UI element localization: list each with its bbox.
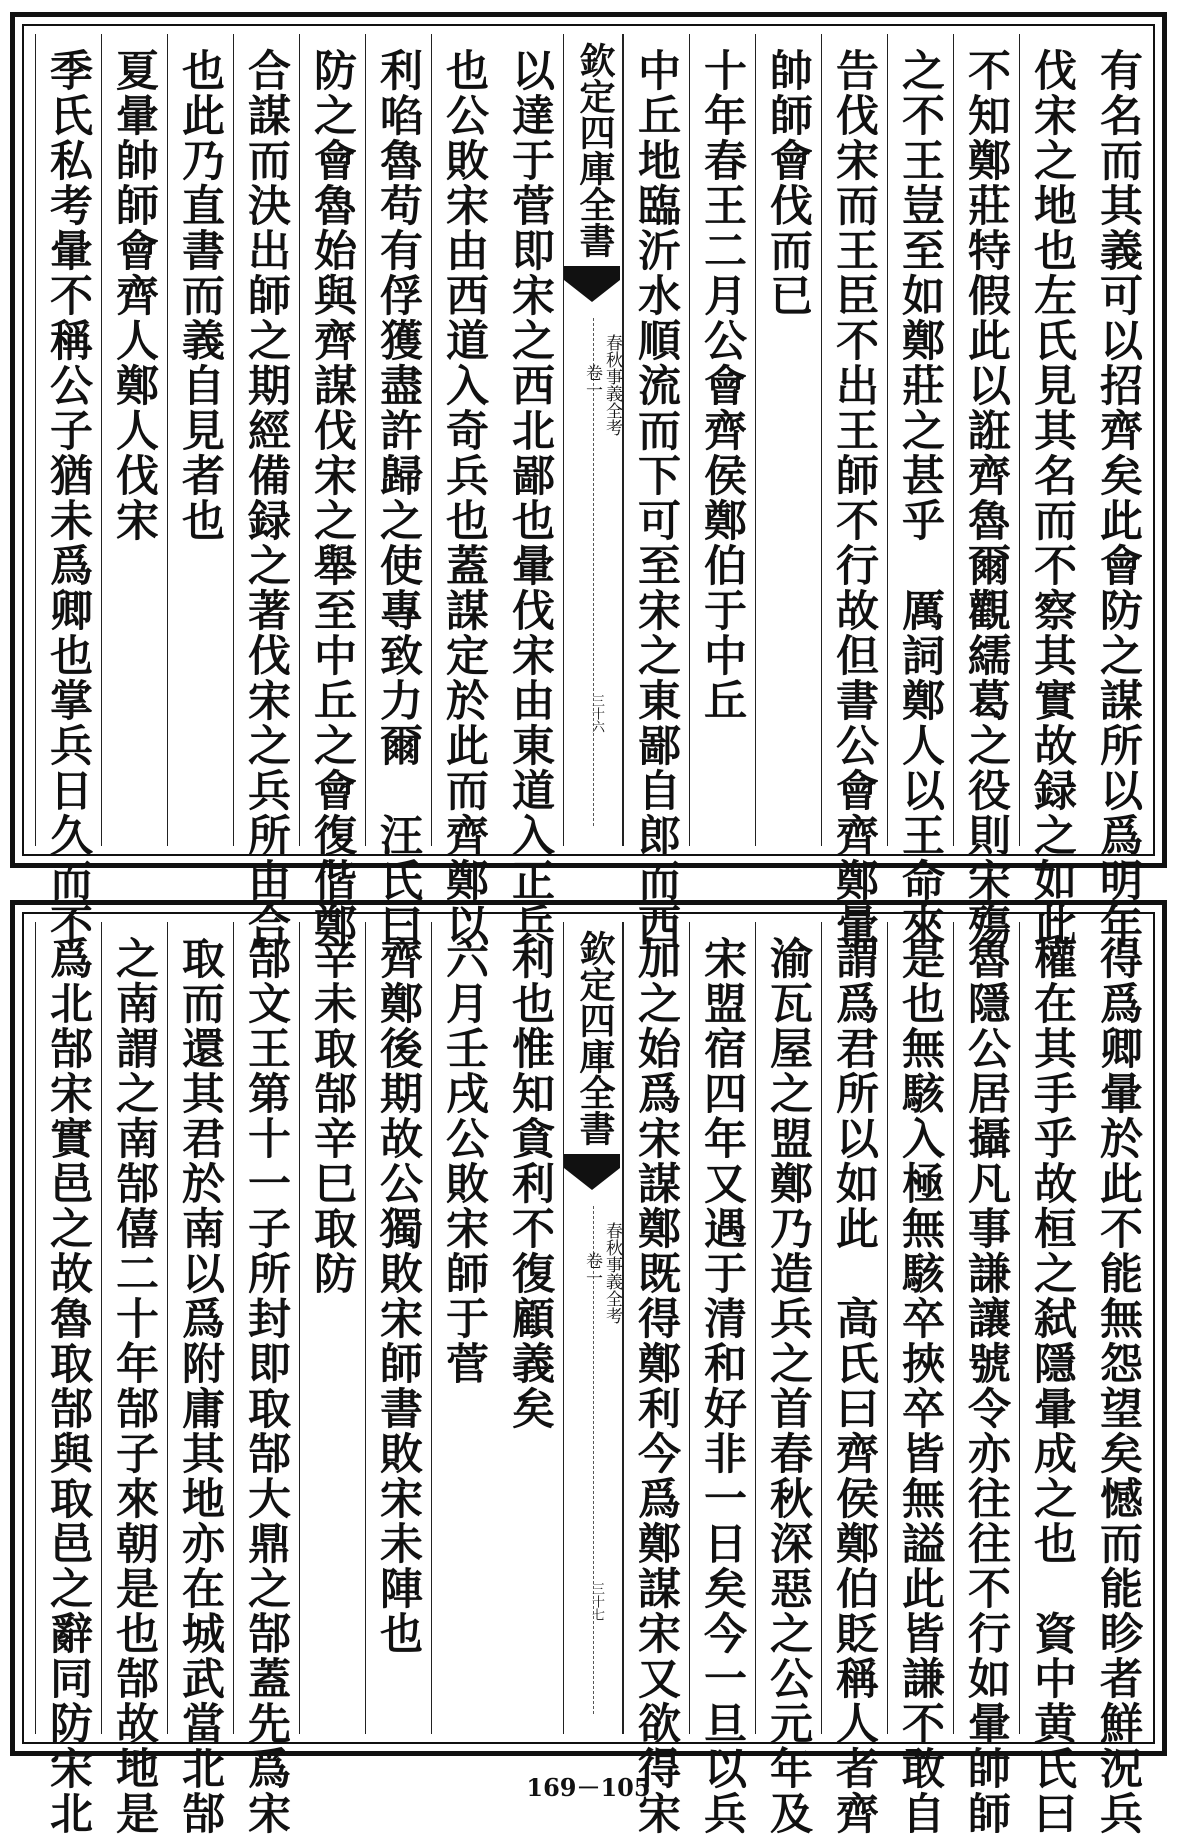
book-title: 欽定四庫全書 bbox=[574, 42, 616, 258]
text-column bbox=[821, 34, 887, 948]
text-column bbox=[1085, 34, 1151, 948]
column-text: 取而還其君於南以爲附庸其地亦在城武當北郜 bbox=[175, 936, 225, 1836]
text-column bbox=[755, 34, 821, 846]
page-number: 三十六 bbox=[589, 694, 604, 733]
column-text: 加之始爲宋謀鄭既得鄭利今爲鄭謀宋又欲得宋 bbox=[631, 936, 681, 1836]
column-text: 渝瓦屋之盟鄭乃造兵之首春秋深惡之公元年及 bbox=[763, 936, 813, 1836]
column-text: 謂爲君所以如此 高氏曰齊侯鄭伯貶稱人者齊 bbox=[829, 936, 879, 1836]
column-text: 齊鄭後期故公獨敗宋師書敗宋未陣也 bbox=[373, 936, 423, 1656]
column-text: 合謀而決出師之期經備録之著伐宋之兵所由合 bbox=[241, 48, 291, 948]
column-text: 之南謂之南郜僖二十年郜子來朝是也郜故地是 bbox=[109, 936, 159, 1836]
column-text: 六月壬戌公敗宋師于菅 bbox=[439, 936, 489, 1386]
column-text: 也此乃直書而義自見者也 bbox=[175, 48, 225, 543]
column-text: 以達于菅即宋之西北鄙也暈伐宋由東道入正兵 bbox=[505, 48, 555, 948]
book-subtitle: 春秋事義全考 bbox=[602, 334, 622, 436]
page-top bbox=[10, 12, 1167, 948]
text-column bbox=[887, 34, 953, 948]
column-text: 爲北郜宋實邑之故魯取郜與取邑之辭同防宋北 bbox=[43, 936, 93, 1836]
column-text: 不知鄭莊特假此以誑齊魯爾觀繻葛之役則宋殤 bbox=[961, 48, 1011, 948]
column-text: 帥師會伐而已 bbox=[763, 48, 813, 318]
column-text: 告伐宋而王臣不出王師不行故但書公會齊鄭暈 bbox=[829, 48, 879, 948]
text-column bbox=[689, 34, 755, 846]
text-column bbox=[167, 34, 233, 846]
column-text: 夏暈帥師會齊人鄭人伐宋 bbox=[109, 48, 159, 543]
text-column bbox=[1019, 34, 1085, 948]
fishtail-mark-icon bbox=[564, 266, 620, 306]
column-text: 也公敗宋由西道入奇兵也蓋謀定於此而齊鄭以 bbox=[439, 48, 489, 948]
text-column bbox=[497, 34, 563, 948]
text-column bbox=[623, 34, 689, 948]
text-column bbox=[689, 922, 755, 1836]
volume-label: 卷一 bbox=[582, 1252, 602, 1286]
text-column bbox=[101, 34, 167, 846]
column-text: 辛未取郜辛巳取防 bbox=[307, 936, 357, 1296]
column-text: 有名而其義可以招齊矣此會防之謀所以爲明年 bbox=[1093, 48, 1143, 948]
text-column bbox=[431, 34, 497, 948]
column-text: 中丘地臨沂水順流而下可至宋之東鄙自郎而西 bbox=[631, 48, 681, 948]
book-title: 欽定四庫全書 bbox=[574, 930, 616, 1146]
book-subtitle: 春秋事義全考 bbox=[602, 1222, 622, 1324]
text-column bbox=[953, 34, 1019, 948]
text-column bbox=[299, 922, 365, 1734]
text-column bbox=[233, 922, 299, 1836]
column-text: 伐宋之地也左氏見其名而不察其實故録之如此 bbox=[1027, 48, 1077, 948]
text-column bbox=[101, 922, 167, 1836]
text-column bbox=[1085, 922, 1151, 1836]
text-column bbox=[35, 922, 101, 1836]
column-text: 得爲卿暈於此不能無怨望矣憾而能眕者鮮況兵 bbox=[1093, 936, 1143, 1836]
center-band bbox=[563, 34, 623, 846]
text-column bbox=[35, 34, 101, 948]
column-text: 郜文王第十一子所封即取郜大鼎之郜蓋先爲宋 bbox=[241, 936, 291, 1836]
text-column bbox=[953, 922, 1019, 1836]
page-number: 三十七 bbox=[589, 1582, 604, 1621]
column-text: 權在其手乎故桓之弑隱暈成之也 資中黄氏曰 bbox=[1027, 936, 1077, 1836]
column-text: 之不王豈至如鄭莊之甚乎 厲詞鄭人以王命來 bbox=[895, 48, 945, 948]
column-text: 魯隱公居攝凡事謙讓號令亦往往不行如暈帥師 bbox=[961, 936, 1011, 1836]
text-column bbox=[1019, 922, 1085, 1836]
footer-page-number: 169－105 bbox=[526, 1773, 651, 1802]
column-text: 防之會魯始與齊謀伐宋之舉至中丘之會復偕鄭 bbox=[307, 48, 357, 948]
text-column bbox=[167, 922, 233, 1836]
fishtail-mark-icon bbox=[564, 1154, 620, 1194]
column-text: 宋盟宿四年又遇于清和好非一日矣今一旦以兵 bbox=[697, 936, 747, 1836]
column-text: 利也惟知貪利不復顧義矣 bbox=[505, 936, 555, 1431]
text-column bbox=[233, 34, 299, 948]
text-column bbox=[431, 922, 497, 1734]
volume-label: 卷一 bbox=[582, 364, 602, 398]
column-text: 利啗魯苟有俘獲盡許歸之使專致力爾 汪氏曰 bbox=[373, 48, 423, 948]
column-text: 季氏私考暈不稱公子猶未爲卿也掌兵日久而不 bbox=[43, 48, 93, 948]
text-column bbox=[755, 922, 821, 1836]
text-column bbox=[365, 922, 431, 1734]
text-column bbox=[623, 922, 689, 1836]
text-column bbox=[497, 922, 563, 1734]
column-text: 十年春王二月公會齊侯鄭伯于中丘 bbox=[697, 48, 747, 723]
center-band bbox=[563, 922, 623, 1734]
text-column bbox=[887, 922, 953, 1836]
column-text: 是也無駭入極無駭卒挾卒皆無謚此皆謙不敢自 bbox=[895, 936, 945, 1836]
text-column bbox=[365, 34, 431, 948]
text-column bbox=[299, 34, 365, 948]
text-column bbox=[821, 922, 887, 1836]
